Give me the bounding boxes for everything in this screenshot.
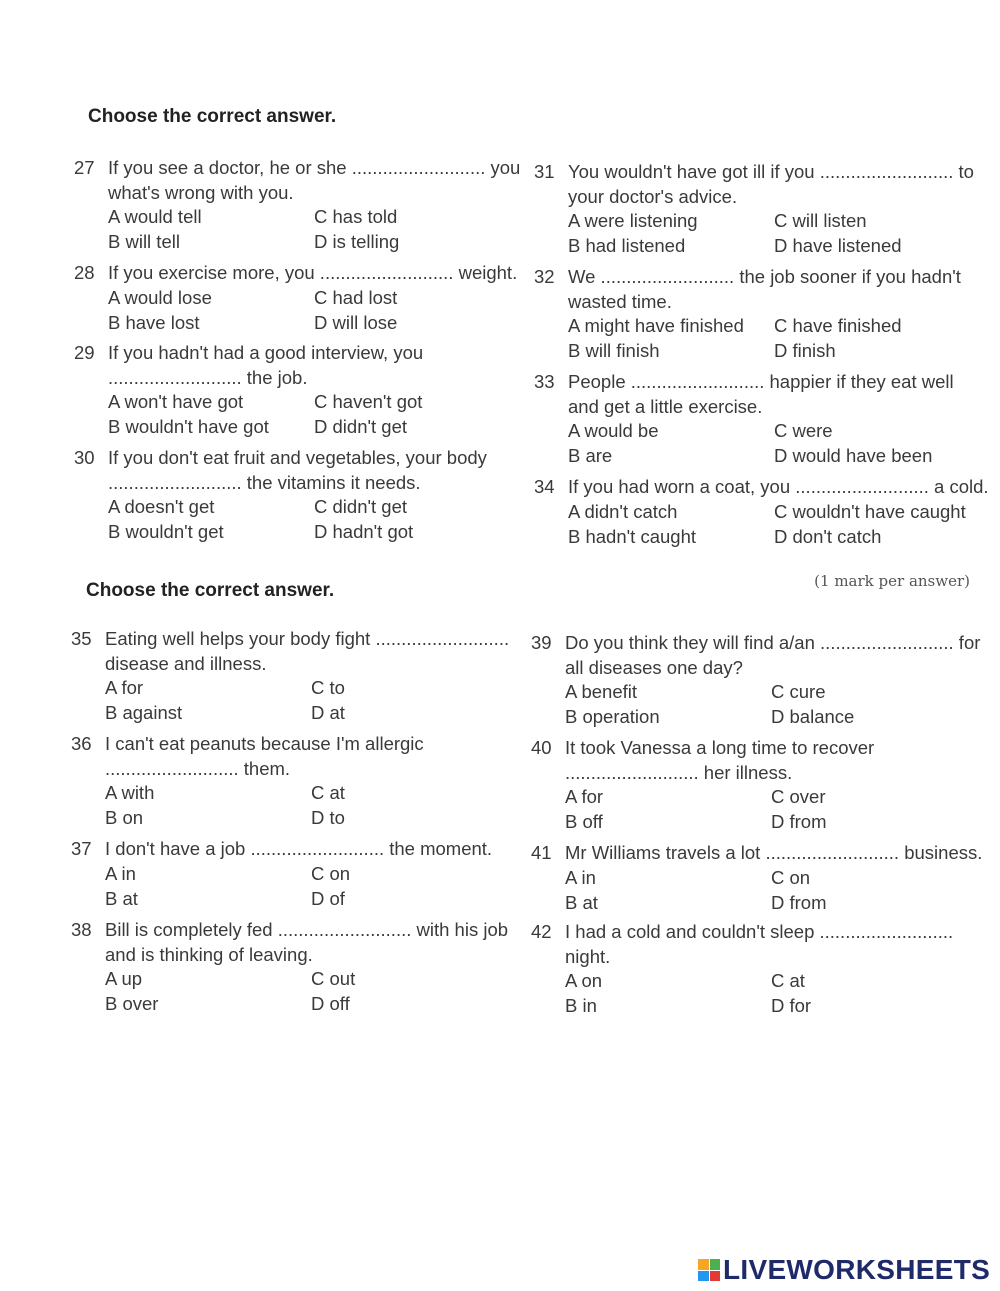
answer-option[interactable]: C on [771,866,811,888]
question-number: 38 [71,919,92,940]
question-body [108,446,487,545]
option-row [565,866,982,891]
answer-option[interactable]: B are [568,445,613,466]
answer-options [565,866,982,916]
option-row [568,444,954,469]
answer-option[interactable]: D from [771,811,827,832]
answer-option[interactable]: C didn't get [314,496,408,517]
question-text-line: People .......................... happier if they eat well [568,371,954,392]
answer-option[interactable]: A might have finished [568,315,744,336]
question-number: 37 [71,838,92,859]
question-number: 42 [531,921,552,942]
answer-options [108,495,487,545]
answer-option[interactable]: C will listen [774,210,867,231]
option-row [108,311,517,336]
answer-option[interactable]: A for [105,677,144,698]
answer-option[interactable]: A in [105,862,136,884]
answer-option[interactable]: D don't catch [774,525,882,547]
answer-option[interactable]: A didn't catch [568,500,678,522]
question-number: 27 [74,157,95,178]
option-row [565,994,953,1019]
option-row [565,785,874,810]
answer-option[interactable]: C on [311,862,351,884]
answer-option[interactable]: D to [311,807,345,828]
answer-option[interactable]: A would be [568,420,659,441]
option-row [105,676,509,701]
logo-square [710,1271,721,1282]
question-number: 33 [534,371,555,392]
question-number: 28 [74,262,95,283]
question-text-line: If you see a doctor, he or she .......................... you [108,157,521,178]
question-body [568,265,961,364]
question-text-line: night. [565,945,611,967]
answer-options [108,390,423,440]
question-text-line: .......................... her illness. [565,761,793,783]
answer-option[interactable]: D off [311,993,350,1014]
question-body [568,475,989,550]
question-number: 35 [71,628,92,649]
logo-text: LIVEWORKSHEETS [723,1254,991,1285]
answer-option[interactable]: D is telling [314,231,400,252]
question-text-line: what's wrong with you. [108,181,294,203]
option-row [108,205,520,230]
question-text-line: wasted time. [568,290,672,312]
question-body [568,160,974,259]
question-text-line: If you exercise more, you .......................... weight. [108,262,518,283]
mark-note: (1 mark per answer) [814,572,970,590]
question-text-line: If you hadn't had a good interview, you [108,342,424,363]
option-row [568,339,961,364]
question-text-line: I don't have a job .......................... the moment. [105,838,493,859]
question-body [108,156,520,255]
answer-option[interactable]: C had lost [314,286,398,308]
answer-option[interactable]: B will tell [108,231,180,252]
question-body [565,920,953,1019]
question-text-line: It took Vanessa a long time to recover [565,737,875,758]
question-number: 34 [534,476,555,497]
question-text-line: Do you think they will find a/an .......................... for [565,632,981,653]
option-row [568,525,989,550]
question-text-line: I can't eat peanuts because I'm allergic [105,733,424,754]
answer-option[interactable]: D balance [771,706,855,727]
answer-option[interactable]: C at [771,970,805,991]
answer-options [105,781,424,831]
answer-options [565,785,874,835]
question-text-line: disease and illness. [105,652,267,674]
option-row [568,500,989,525]
option-row [565,810,874,835]
answer-option[interactable]: A won't have got [108,391,244,412]
answer-option[interactable]: C have finished [774,315,902,336]
liveworksheets-logo-icon [698,1259,720,1281]
answer-options [105,967,508,1017]
question-text-line: If you had worn a coat, you .......................... a cold. [568,476,989,497]
answer-option[interactable]: A would lose [108,286,212,308]
answer-option[interactable]: A up [105,968,143,989]
answer-option[interactable]: B hadn't caught [568,525,696,547]
option-row [108,390,423,415]
answer-option[interactable]: B at [565,891,598,913]
option-row [108,520,487,545]
answer-option[interactable]: A benefit [565,681,638,702]
question-number: 31 [534,161,555,182]
question-text-line: .......................... them. [105,757,291,779]
question-text-line: your doctor's advice. [568,185,738,207]
answer-option[interactable]: C has told [314,206,398,227]
answer-option[interactable]: D from [771,891,827,913]
question-number: 39 [531,632,552,653]
answer-option[interactable]: D will lose [314,311,398,333]
answer-options [568,209,974,259]
answer-options [568,419,954,469]
option-row [108,495,487,520]
question-body [105,732,424,831]
answer-option[interactable]: C wouldn't have caught [774,500,966,522]
answer-option[interactable]: B have lost [108,311,200,333]
question-number: 32 [534,266,555,287]
option-row [565,969,953,994]
answer-option[interactable]: D hadn't got [314,521,414,542]
answer-option[interactable]: B over [105,993,159,1014]
answer-options [105,676,509,726]
answer-option[interactable]: A with [105,782,155,803]
question-body [568,370,954,469]
answer-option[interactable]: D would have been [774,445,933,466]
answer-option[interactable]: B wouldn't get [108,521,224,542]
question-body [565,631,980,730]
question-text-line: I had a cold and couldn't sleep .......................... [565,921,954,942]
logo-square [698,1271,709,1282]
option-row [108,415,423,440]
answer-option[interactable]: C were [774,420,833,441]
answer-option[interactable]: A in [565,866,596,888]
question-number: 29 [74,342,95,363]
answer-options [565,680,980,730]
question-body [565,841,982,916]
question-text-line: Eating well helps your body fight .......................... [105,628,510,649]
question-number: 30 [74,447,95,468]
answer-option[interactable]: C out [311,968,356,989]
liveworksheets-logo [698,1254,990,1286]
option-row [565,680,980,705]
answer-options [568,500,989,550]
answer-option[interactable]: B against [105,702,183,723]
section-1-title: Choose the correct answer. [88,106,337,127]
option-row [105,992,508,1017]
answer-option[interactable]: D finish [774,340,836,361]
question-text-line: and is thinking of leaving. [105,943,313,965]
answer-option[interactable]: A would tell [108,206,202,227]
answer-options [108,205,520,255]
option-row [108,230,520,255]
option-row [568,419,954,444]
answer-option[interactable]: D of [311,887,345,909]
question-body [565,736,874,835]
answer-option[interactable]: B off [565,811,603,832]
question-text-line: We .......................... the job sooner if you hadn't [568,266,961,287]
question-body [108,261,517,336]
question-text-line: Mr Williams travels a lot .......................... business. [565,842,983,863]
answer-option[interactable]: D for [771,995,812,1016]
answer-option[interactable]: D didn't get [314,416,408,437]
option-row [568,209,974,234]
section-2-title: Choose the correct answer. [86,580,335,601]
answer-options [568,314,961,364]
question-text-line: You wouldn't have got ill if you .......................... to [568,161,974,182]
answer-option[interactable]: B had listened [568,235,686,256]
answer-option[interactable]: B operation [565,706,660,727]
question-number: 36 [71,733,92,754]
answer-option[interactable]: A were listening [568,210,698,231]
question-body [105,837,492,912]
logo-square [710,1259,721,1270]
question-text-line: .......................... the vitamins it needs. [108,471,421,493]
answer-option[interactable]: A doesn't get [108,496,215,517]
answer-option[interactable]: B on [105,807,144,828]
answer-option[interactable]: C over [771,786,826,807]
option-row [105,967,508,992]
question-body [105,627,509,726]
answer-options [105,862,492,912]
answer-option[interactable]: D have listened [774,235,902,256]
answer-option[interactable]: B will finish [568,340,660,361]
option-row [105,806,424,831]
option-row [565,891,982,916]
answer-option[interactable]: C haven't got [314,391,423,412]
option-row [105,781,424,806]
answer-option[interactable]: C to [311,677,345,698]
answer-option[interactable]: A for [565,786,604,807]
question-text-line: .......................... the job. [108,366,308,388]
answer-option[interactable]: B wouldn't have got [108,416,269,437]
question-text-line: all diseases one day? [565,656,743,678]
option-row [568,234,974,259]
option-row [568,314,961,339]
question-number: 40 [531,737,552,758]
option-row [108,286,517,311]
question-text-line: If you don't eat fruit and vegetables, your body [108,447,487,468]
option-row [105,862,492,887]
answer-options [565,969,953,1019]
question-text-line: and get a little exercise. [568,395,763,417]
answer-option[interactable]: A on [565,970,603,991]
question-number: 41 [531,842,552,863]
option-row [105,701,509,726]
question-body [105,918,508,1017]
question-text-line: Bill is completely fed .......................... with his job [105,919,509,940]
answer-option[interactable]: D at [311,702,345,723]
answer-options [108,286,517,336]
question-body [108,341,423,440]
option-row [105,887,492,912]
answer-option[interactable]: B at [105,887,138,909]
logo-square [698,1259,709,1270]
answer-option[interactable]: C cure [771,681,826,702]
answer-option[interactable]: B in [565,995,597,1016]
answer-option[interactable]: C at [311,782,345,803]
option-row [565,705,980,730]
